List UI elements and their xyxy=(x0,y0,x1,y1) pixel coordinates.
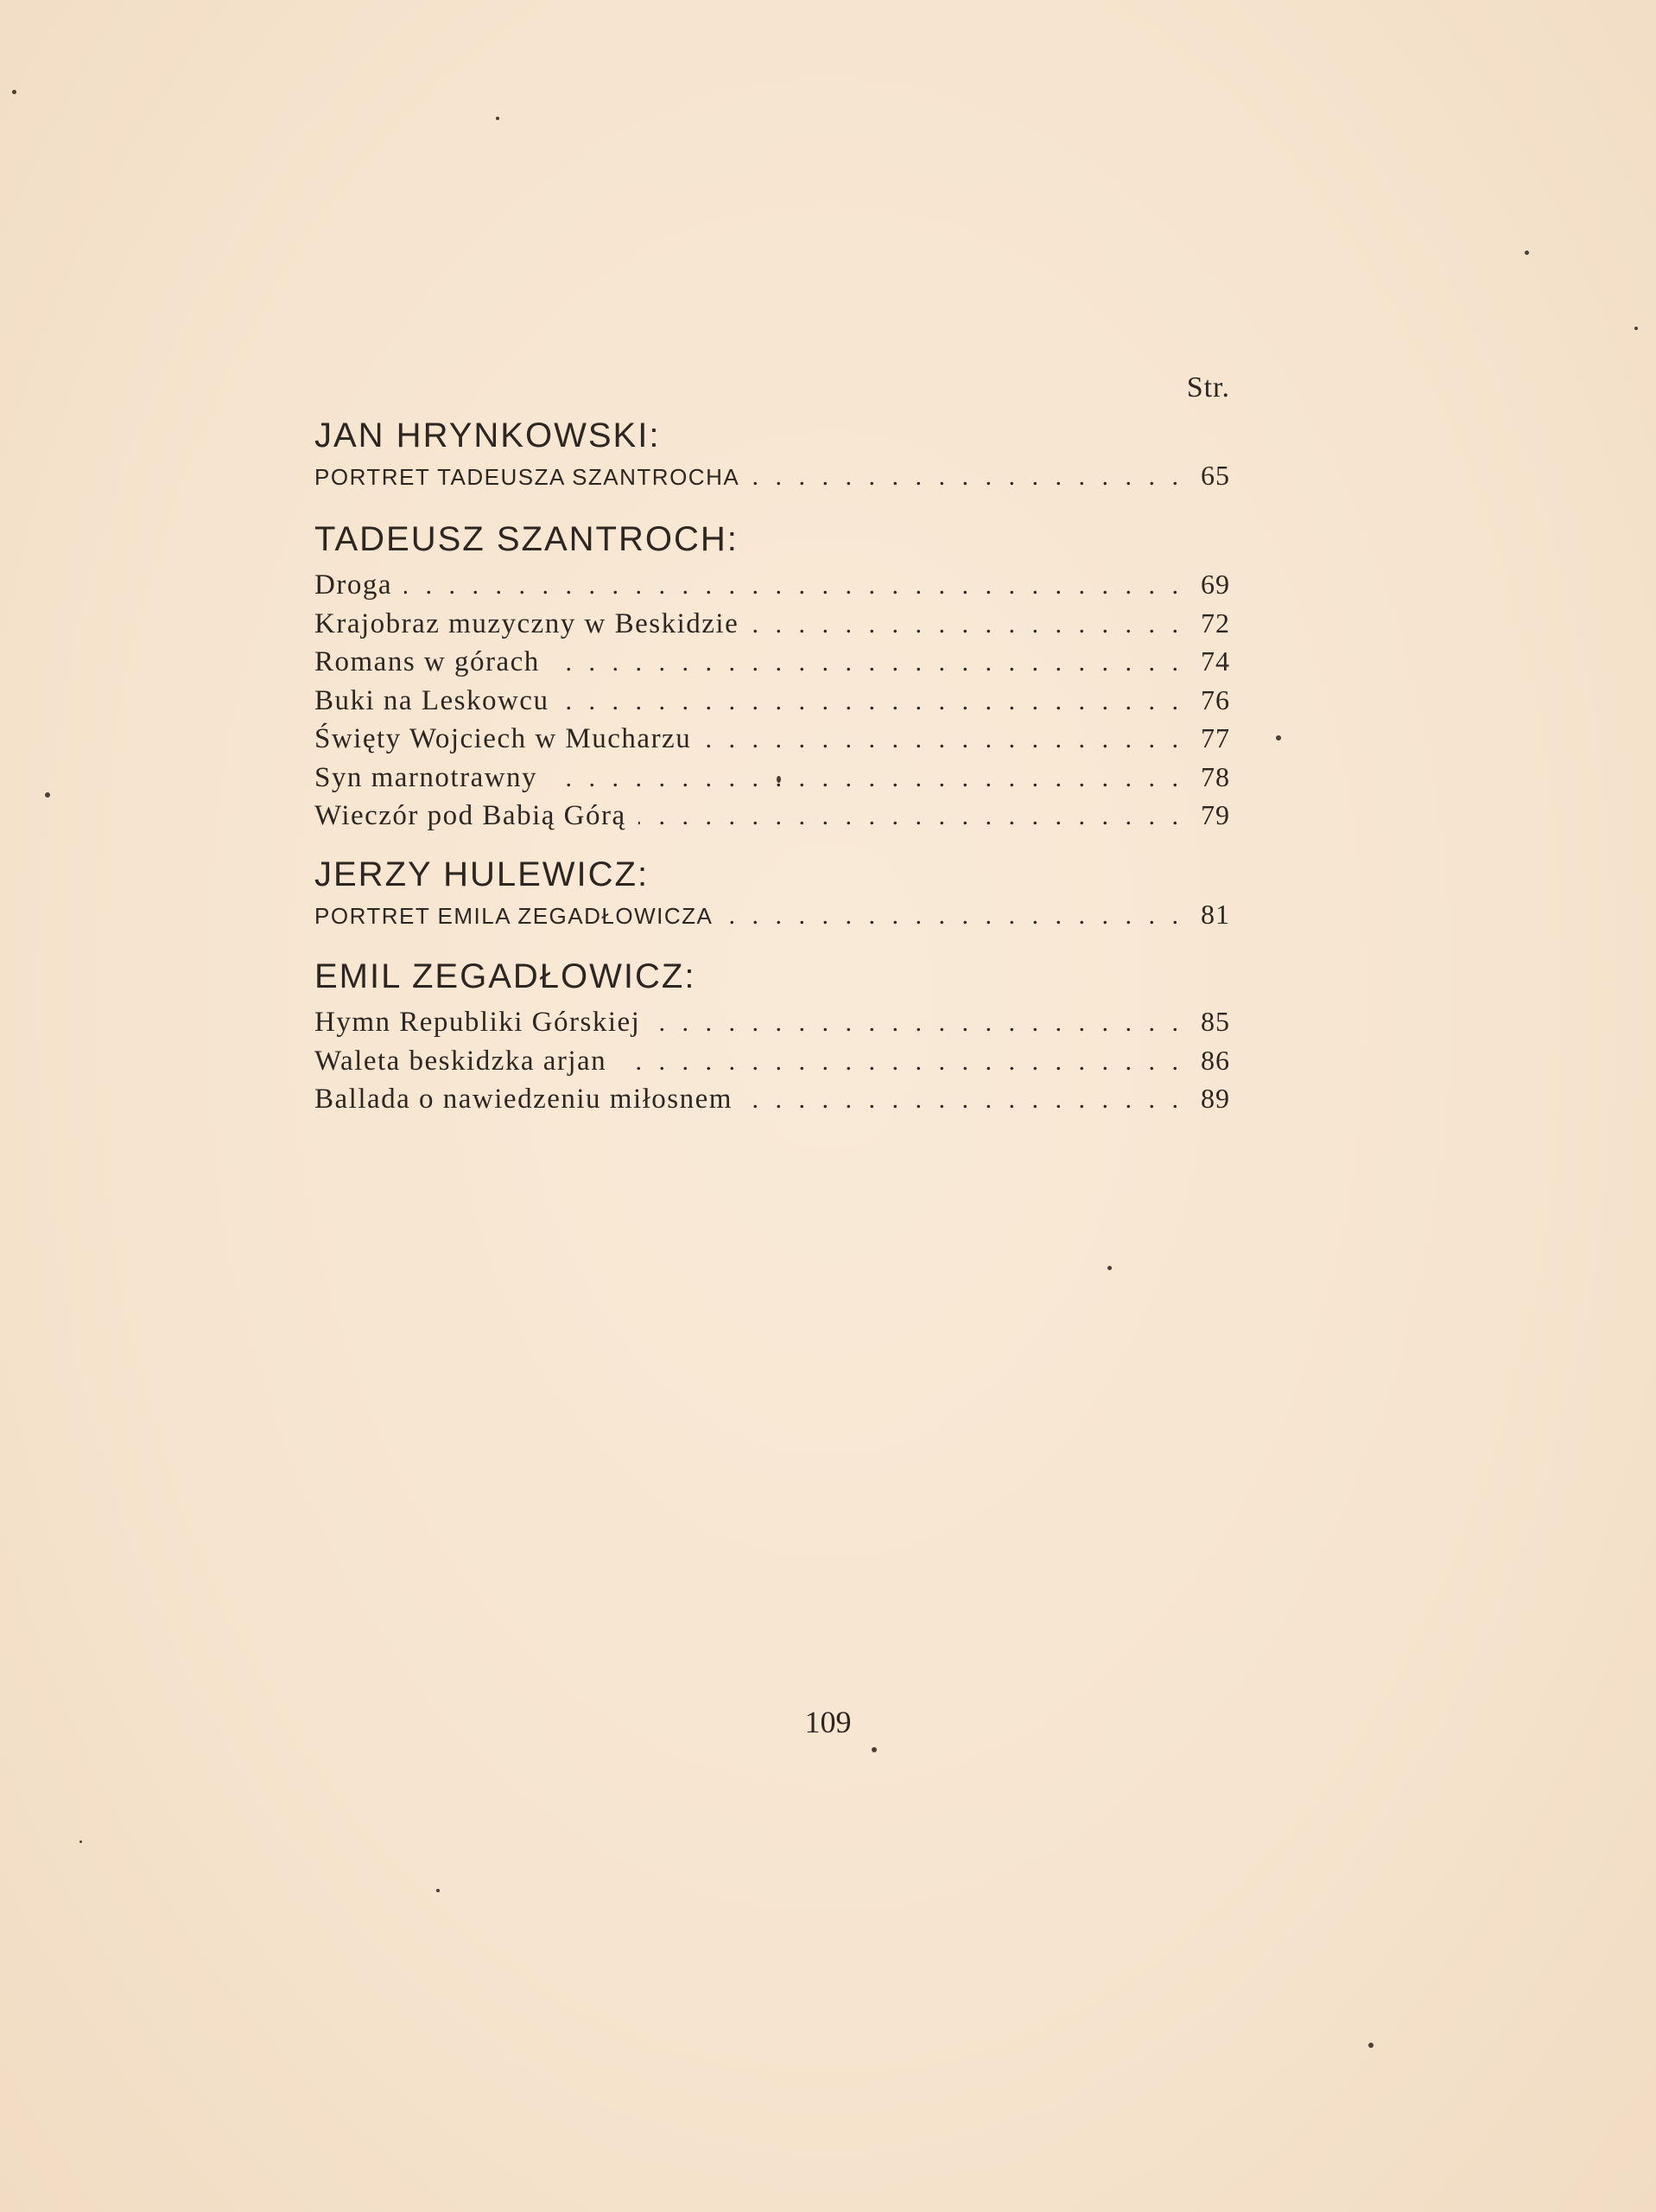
section-author: TADEUSZ SZANTROCH: xyxy=(314,520,739,558)
entry-page-number: 65 xyxy=(1201,460,1230,491)
toc-entry xyxy=(314,642,1230,681)
section-author: JAN HRYNKOWSKI: xyxy=(314,416,661,454)
paper-speck xyxy=(777,776,781,783)
dot-leader xyxy=(745,1081,1183,1120)
toc-entry xyxy=(314,1079,1230,1118)
toc-section xyxy=(314,854,1230,934)
toc-entry xyxy=(314,456,1230,495)
entry-title: Ballada o nawiedzeniu miłosnem xyxy=(314,1084,733,1115)
dot-leader xyxy=(561,683,1183,721)
entry-page-number: 89 xyxy=(1201,1083,1230,1114)
paper-speck xyxy=(1276,735,1281,741)
toc-entry xyxy=(314,1041,1230,1080)
paper-speck xyxy=(1525,251,1529,255)
entry-page-number: 74 xyxy=(1201,645,1230,677)
entry-title: Hymn Republiki Górskiej xyxy=(314,1007,641,1038)
toc-section xyxy=(314,415,1230,495)
toc-entry xyxy=(314,565,1230,604)
page-column-label: Str. xyxy=(1186,372,1230,404)
toc-entry xyxy=(314,719,1230,758)
toc-section xyxy=(314,956,1230,1118)
entry-title: Romans w górach xyxy=(314,646,540,677)
dot-leader xyxy=(404,567,1183,606)
toc-entry xyxy=(314,796,1230,835)
paper-speck xyxy=(1634,327,1638,330)
paper-speck xyxy=(79,1840,82,1843)
toc-entry xyxy=(314,604,1230,643)
dot-leader xyxy=(725,897,1183,936)
toc-section xyxy=(314,518,1230,835)
dot-leader xyxy=(552,644,1183,683)
dot-leader xyxy=(619,1043,1183,1082)
paper-speck xyxy=(12,90,16,94)
paper-speck xyxy=(496,117,499,120)
dot-leader xyxy=(638,798,1183,836)
entry-page-number: 85 xyxy=(1201,1006,1230,1037)
entry-title: Waleta beskidzka arjan xyxy=(314,1045,607,1077)
entry-page-number: 76 xyxy=(1201,683,1230,715)
entry-title: Droga xyxy=(314,569,392,601)
toc-entry xyxy=(314,1002,1230,1041)
paper-speck xyxy=(872,1747,877,1752)
toc-entry xyxy=(314,758,1230,797)
section-author: JERZY HULEWICZ: xyxy=(314,855,650,893)
entry-page-number: 81 xyxy=(1201,899,1230,930)
entry-page-number: 78 xyxy=(1201,760,1230,792)
paper-speck xyxy=(45,792,50,798)
entry-title: Święty Wojciech w Mucharzu xyxy=(314,723,692,754)
dot-leader xyxy=(703,721,1183,760)
entry-page-number: 86 xyxy=(1201,1044,1230,1076)
entry-title: PORTRET TADEUSZA SZANTROCHA xyxy=(314,464,740,490)
toc-entry xyxy=(314,681,1230,720)
section-author: EMIL ZEGADŁOWICZ: xyxy=(314,957,696,995)
dot-leader xyxy=(752,458,1183,497)
dot-leader xyxy=(652,1004,1183,1043)
entry-title: PORTRET EMILA ZEGADŁOWICZA xyxy=(314,903,714,929)
entry-title: Syn marnotrawny xyxy=(314,761,538,793)
entry-page-number: 72 xyxy=(1201,607,1230,639)
dot-leader xyxy=(549,760,1183,798)
entry-page-number: 69 xyxy=(1201,569,1230,600)
paper-speck xyxy=(1368,2043,1374,2048)
entry-page-number: 77 xyxy=(1201,722,1230,753)
dot-leader xyxy=(751,606,1183,645)
toc-entry xyxy=(314,895,1230,934)
entry-page-number: 79 xyxy=(1201,799,1230,830)
paper-speck xyxy=(1107,1266,1112,1270)
entry-title: Buki na Leskowcu xyxy=(314,684,549,716)
paper-speck xyxy=(436,1889,440,1892)
page-number: 109 xyxy=(804,1705,852,1739)
entry-title: Krajobraz muzyczny w Beskidzie xyxy=(314,607,739,639)
entry-title: Wieczór pod Babią Górą xyxy=(314,800,626,831)
